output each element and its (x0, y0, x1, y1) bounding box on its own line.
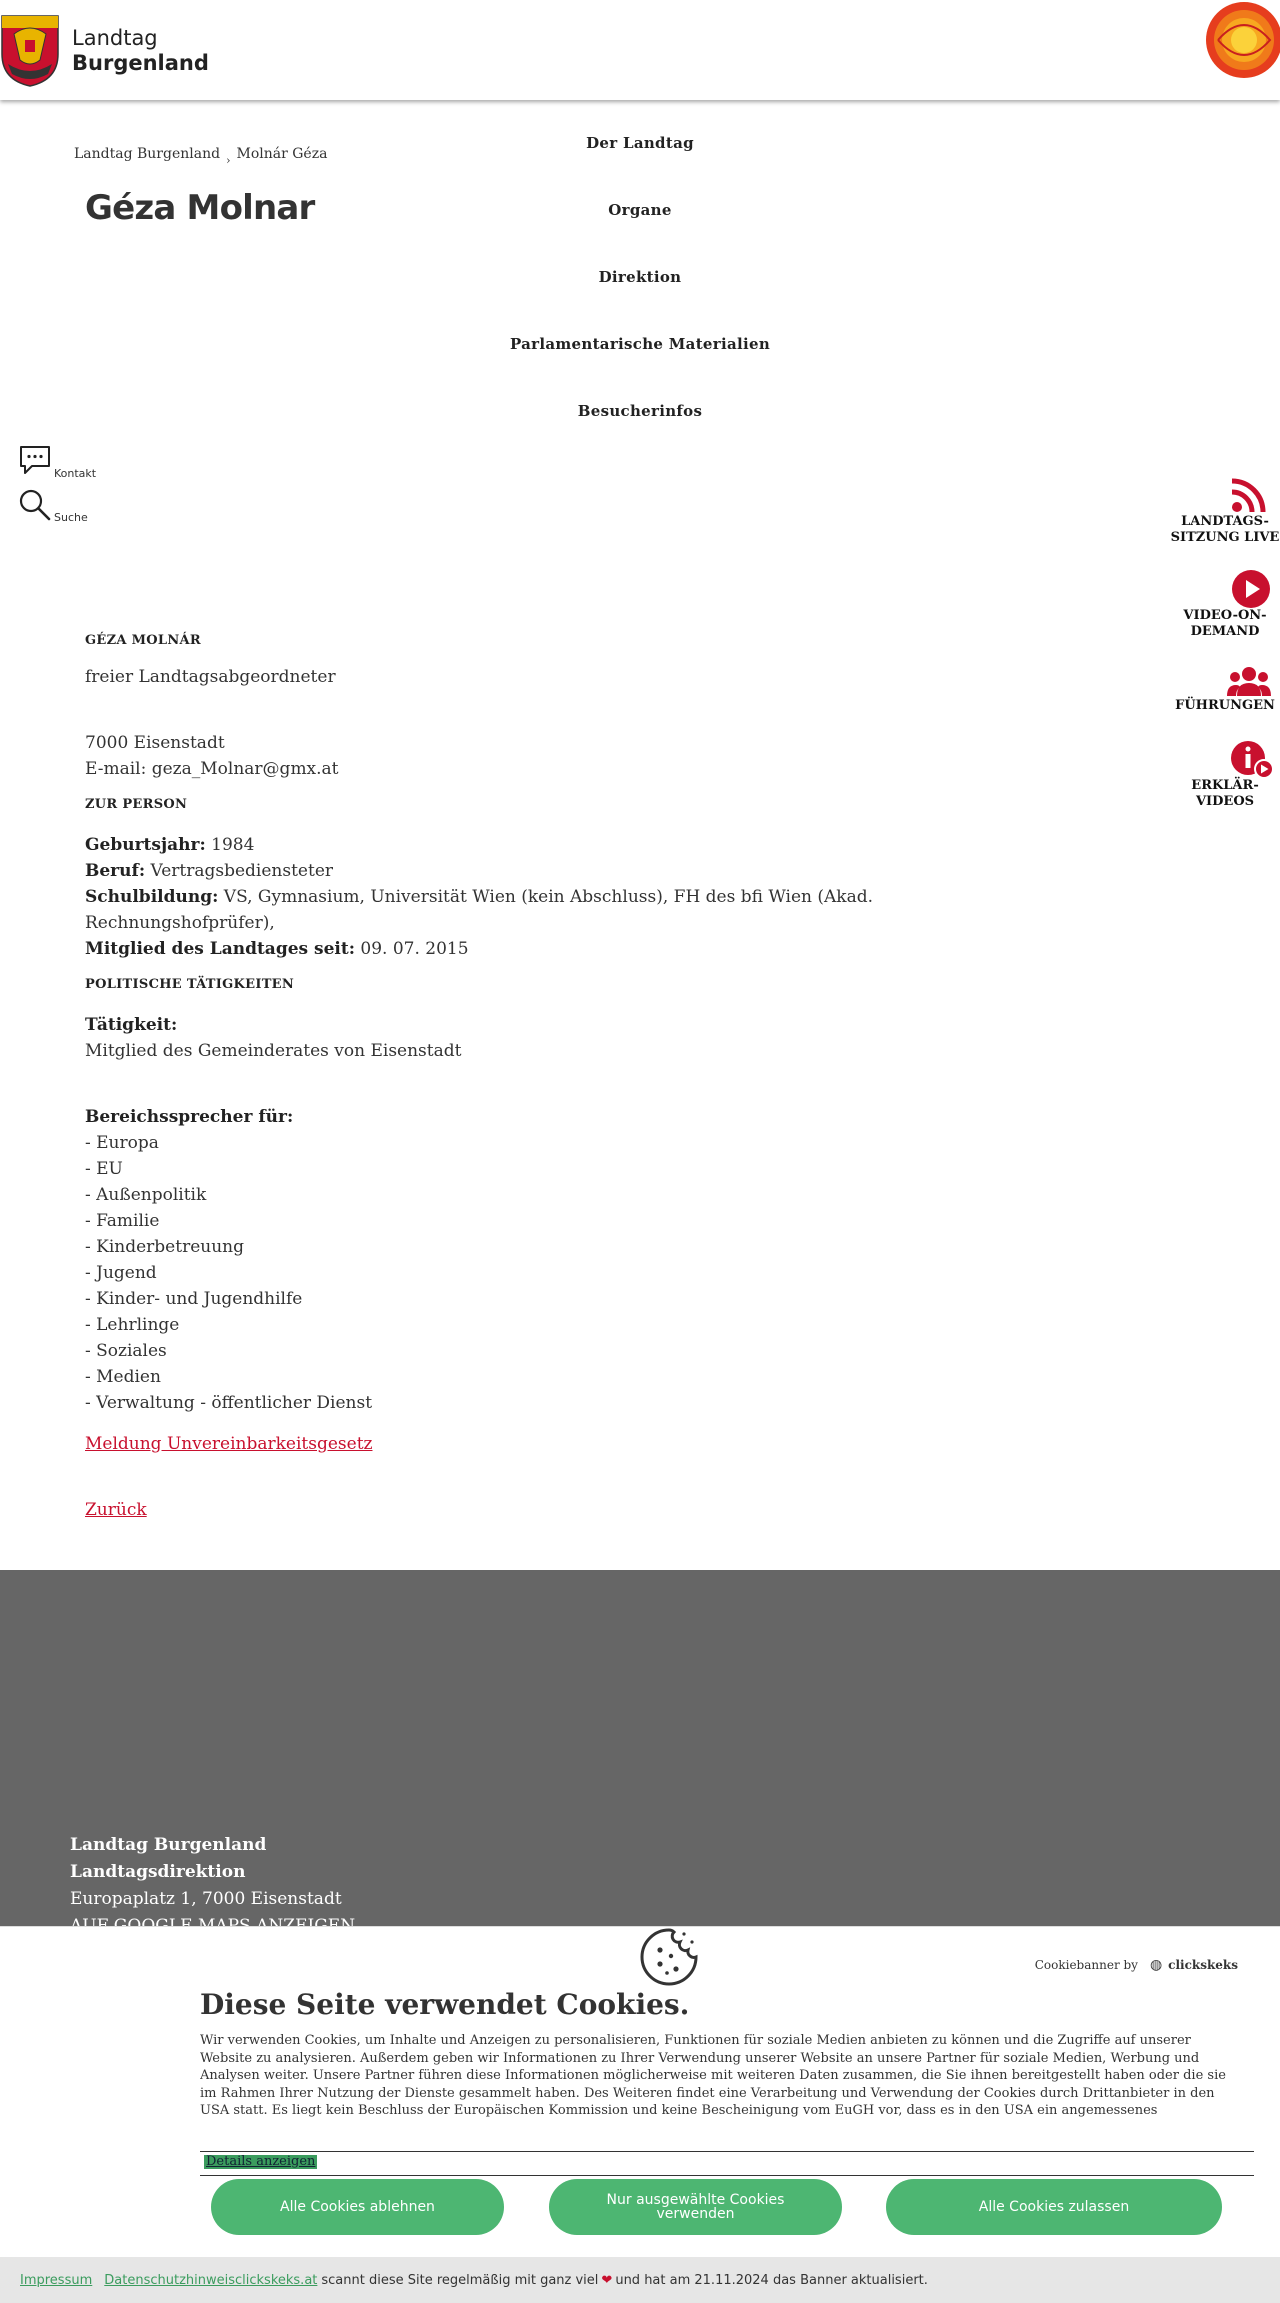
job-value: Vertragsbediensteter (150, 861, 334, 881)
footer-dept: Landtagsdirektion (70, 1862, 246, 1882)
reject-all-cookies-button[interactable]: Alle Cookies ablehnen (211, 2179, 504, 2235)
search-label: Suche (54, 511, 88, 524)
email-value[interactable]: geza_Molnar@gmx.at (151, 759, 339, 779)
contact-label: Kontakt (54, 467, 97, 480)
incompatibility-report-link[interactable]: Meldung Unvereinbarkeitsgesetz (85, 1434, 373, 1454)
heart-icon: ❤ (601, 2272, 613, 2288)
main-navigation (440, 110, 840, 445)
school-label: Schulbildung: (85, 887, 219, 907)
cookie-body: Wir verwenden Cookies, um Inhalte und Anzeigen zu personalisieren, Funktionen für soziale Medien anbieten zu können und die Zugriffe auf unserer Website zu analysieren. Außerdem geben wir Informationen zu Ihrer Verwendung unserer Website an unsere Partner für soziale Medien, Werbung und Analysen weiter. Unsere Partner führen diese Informationen möglicherweise mit weiteren Daten zusammen, die Sie ihnen bereitgestellt haben oder die sie im Rahmen Ihrer Nutzung der Dienste gesammelt haben. Des Weiteren findet eine Verarbeitung und Verwendung der Cookies durch Drittanbieter in den USA statt. Es liegt kein Beschluss der Europäischen Kommission und keine Bescheinigung vom EuGH vor, dass es in den USA ein angemessenes (200, 2033, 1226, 2118)
cookie-divider-top (200, 2151, 1254, 2152)
impressum-link[interactable]: Impressum (20, 2272, 93, 2288)
selected-cookies-label-1: Nur ausgewählte Cookies (606, 2192, 785, 2208)
spokes-label: Bereichssprecher für: (85, 1107, 294, 1127)
quick-link-erklaervideos[interactable] (1170, 740, 1280, 810)
job (85, 858, 885, 884)
member-value: 09. 07. 2015 (360, 939, 469, 959)
spokes-item: - Soziales (85, 1341, 167, 1361)
footer-street: Europaplatz 1, 7000 Eisenstadt (70, 1889, 342, 1909)
spokes-item: - Kinderbetreuung (85, 1237, 244, 1257)
spokes-item: - Familie (85, 1211, 160, 1231)
coat-of-arms-icon (0, 14, 60, 88)
play-icon (1231, 570, 1271, 608)
search-icon (18, 488, 52, 522)
privacy-link[interactable]: Datenschutzhinweisclickskeks.at (104, 2272, 318, 2288)
accept-all-cookies-button[interactable]: Alle Cookies zulassen (886, 2179, 1222, 2235)
chat-bubble-icon (18, 444, 52, 478)
spokes-item: - Kinder- und Jugendhilfe (85, 1289, 303, 1309)
info-video-icon (1230, 740, 1274, 778)
member-since (85, 936, 885, 962)
page-title: Géza Molnar (85, 188, 315, 228)
quick-link-label-4b: VIDEOS (1195, 794, 1255, 809)
profile-content (85, 628, 885, 1523)
spokes-item: - Außenpolitik (85, 1185, 207, 1205)
nav-item-organe[interactable]: Organe (608, 201, 672, 219)
profile-name-heading: GÉZA MOLNÁR (85, 633, 202, 648)
back-link[interactable]: Zurück (85, 1500, 147, 1520)
clickskeks-icon: ◍ (1149, 1957, 1163, 1973)
cookie-by (1035, 1957, 1238, 1973)
profile-role: freier Landtagsabgeordneter (85, 667, 336, 687)
activity-label: Tätigkeit: (85, 1015, 178, 1035)
spokes-item: - Europa (85, 1133, 159, 1153)
school-value: VS, Gymnasium, Universität Wien (kein Abschluss), FH des bfi Wien (Akad. Rechnungshofprüfer), (85, 887, 874, 933)
person-heading: ZUR PERSON (85, 797, 188, 812)
breadcrumb (74, 146, 328, 167)
profile-email-line (85, 756, 885, 782)
spokes-item: - Medien (85, 1367, 161, 1387)
nav-item-besucherinfos[interactable]: Besucherinfos (577, 402, 703, 420)
quick-link-landtagssitzung-live[interactable] (1170, 478, 1280, 546)
nav-item-parlamentarische-materialien[interactable]: Parlamentarische Materialien (509, 335, 771, 353)
breadcrumb-separator-icon: › (226, 154, 231, 167)
burgenland-sun-logo-icon[interactable] (1198, 0, 1280, 82)
school (85, 884, 885, 936)
nav-item-direktion[interactable]: Direktion (598, 268, 682, 286)
spokes-item: - Jugend (85, 1263, 157, 1283)
breadcrumb-home[interactable]: Landtag Burgenland (74, 146, 221, 162)
politics-heading: POLITISCHE TÄTIGKEITEN (85, 977, 295, 992)
bottom-bar-text-after: und hat am 21.11.2024 das Banner aktualisiert. (615, 2272, 928, 2288)
cookie-bottom-bar (0, 2257, 1280, 2303)
email-label: E-mail: (85, 759, 147, 779)
cookie-title: Diese Seite verwendet Cookies. (200, 1988, 690, 2021)
quick-link-label-3a: FÜHRUNGEN (1175, 698, 1275, 713)
spokes-item: - Lehrlinge (85, 1315, 180, 1335)
cookie-icon (638, 1926, 700, 1988)
footer-org: Landtag Burgenland (70, 1835, 267, 1855)
group-icon (1227, 666, 1271, 698)
quick-link-fuehrungen[interactable] (1170, 666, 1280, 714)
quick-link-label-1a: LANDTAGS- (1181, 514, 1269, 529)
quick-link-label-2b: DEMAND (1190, 624, 1260, 639)
activity-value: Mitglied des Gemeinderates von Eisenstadt (85, 1041, 462, 1061)
quick-link-video-on-demand[interactable] (1170, 570, 1280, 640)
quick-link-label-4a: ERKLÄR- (1191, 778, 1259, 793)
logo-text-burgenland: Burgenland (72, 51, 209, 75)
contact-tool[interactable] (18, 444, 96, 478)
site-logo[interactable] (0, 14, 209, 88)
birth-year (85, 832, 885, 858)
bottom-bar-text-before: scannt diese Site regelmäßig mit ganz viel (321, 2272, 599, 2288)
job-label: Beruf: (85, 861, 146, 881)
cookie-by-brand[interactable]: clickskeks (1168, 1958, 1238, 1972)
footer-address (70, 1832, 355, 1940)
spokes-item: - EU (85, 1159, 123, 1179)
nav-item-der-landtag[interactable]: Der Landtag (586, 134, 694, 152)
selected-cookies-button[interactable] (549, 2179, 842, 2235)
birth-label: Geburtsjahr: (85, 835, 206, 855)
selected-cookies-label-2: verwenden (656, 2206, 735, 2222)
cookie-details-button[interactable]: Details anzeigen (206, 2154, 316, 2169)
cookie-by-label: Cookiebanner by (1034, 1958, 1138, 1972)
quick-link-label-2a: VIDEO-ON- (1183, 608, 1267, 623)
rss-icon (1230, 478, 1270, 514)
spokes-item: - Verwaltung - öffentlicher Dienst (85, 1393, 373, 1413)
cookie-divider-bottom (200, 2175, 1254, 2176)
search-tool[interactable] (18, 488, 88, 522)
breadcrumb-current: Molnár Géza (236, 146, 328, 162)
logo-text-landtag: Landtag (72, 25, 158, 50)
birth-value: 1984 (211, 835, 255, 855)
member-label: Mitglied des Landtages seit: (85, 939, 355, 959)
quick-link-label-1b: SITZUNG LIVE (1170, 530, 1280, 545)
site-header (0, 0, 1280, 100)
profile-address: 7000 Eisenstadt (85, 733, 225, 753)
